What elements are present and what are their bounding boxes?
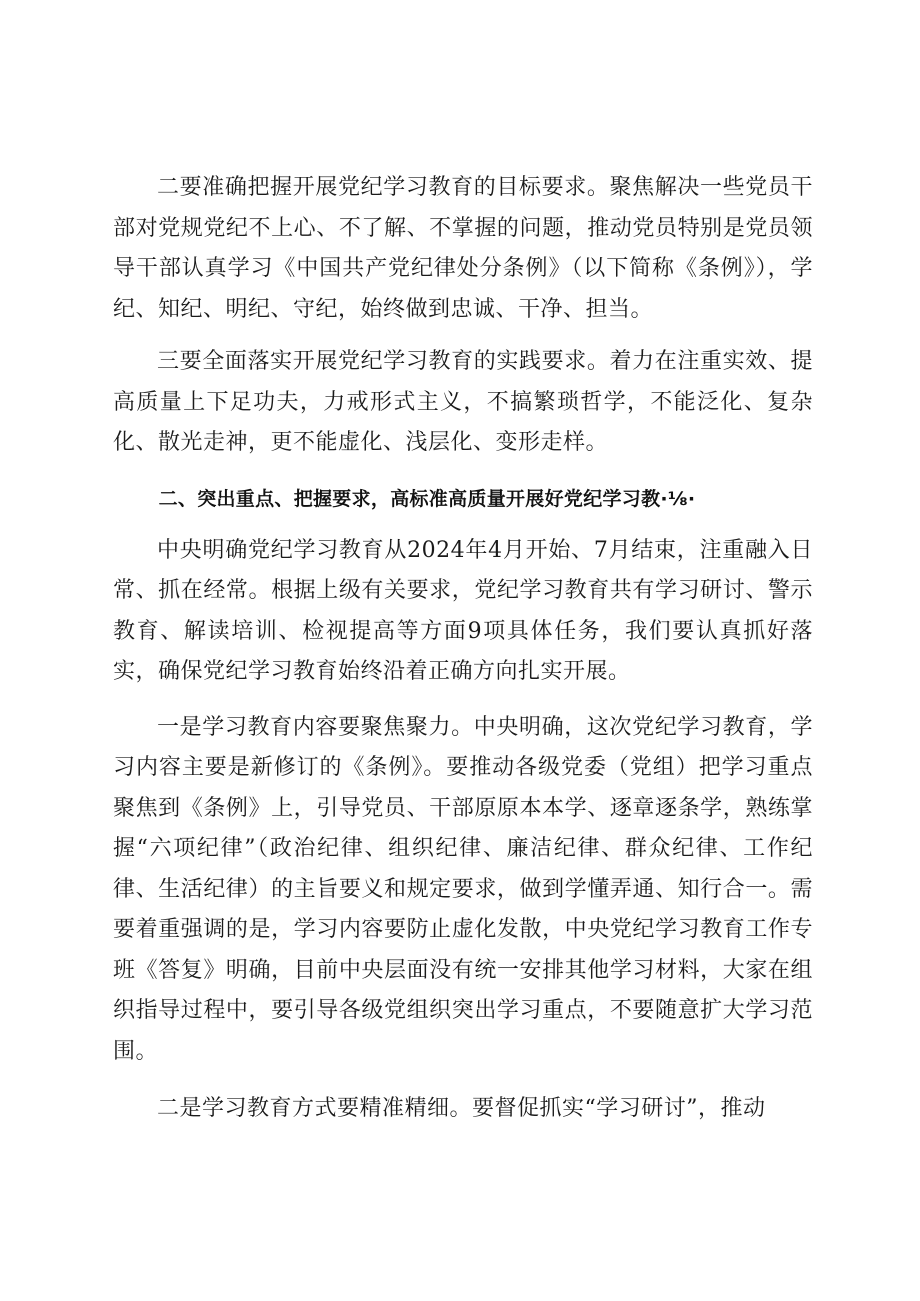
section-heading: 二、突出重点、把握要求，高标准高质量开展好党纪学习教·⅛· (158, 487, 696, 510)
paragraph-practice-requirements: 三要全面落实开展党纪学习教育的实践要求。着力在注重实效、提高质量上下足功夫，力戒形式主义，不搞繁琐哲学，不能泛化、复杂化、散光走神，更不能虚化、浅层化、变形走样。 (113, 349, 813, 455)
paragraph-target-requirements: 二要准确把握开展党纪学习教育的目标要求。聚焦解决一些党员干部对党规党纪不上心、不了解、不掌握的问题，推动党员特别是党员领导干部认真学习《中国共产党纪律处分条例》（以下简称《条例》），学纪、知纪、明纪、守纪，始终做到忠诚、干净、担当。 (113, 175, 813, 322)
document-body (113, 168, 813, 1130)
paragraph-timeline: 中央明确党纪学习教育从2024年4月开始、7月结束，注重融入日常、抓在经常。根据上级有关要求，党纪学习教育共有学习研讨、警示教育、解读培训、检视提高等方面9项具体任务，我们要认真抓好落实，确保党纪学习教育始终沿着正确方向扎实开展。 (113, 537, 813, 684)
paragraph-learning-methods: 二是学习教育方式要精准精细。要督促抓实“学习研讨”，推动 (157, 1096, 766, 1121)
paragraph-learning-content: 一是学习教育内容要聚焦聚力。中央明确，这次党纪学习教育，学习内容主要是新修订的《条例》。要推动各级党委（党组）把学习重点聚焦到《条例》上，引导党员、干部原原本本学、逐章逐条学，熟练掌握“六项纪律”（政治纪律、组织纪律、廉洁纪律、群众纪律、工作纪律、生活纪律）的主旨要义和规定要求，做到学懂弄通、知行合一。需要着重强调的是，学习内容要防止虚化发散，中央党纪学习教育工作专班《答复》明确，目前中央层面没有统一安排其他学习材料，大家在组织指导过程中，要引导各级党组织突出学习重点，不要随意扩大学习范围。 (113, 714, 813, 1064)
